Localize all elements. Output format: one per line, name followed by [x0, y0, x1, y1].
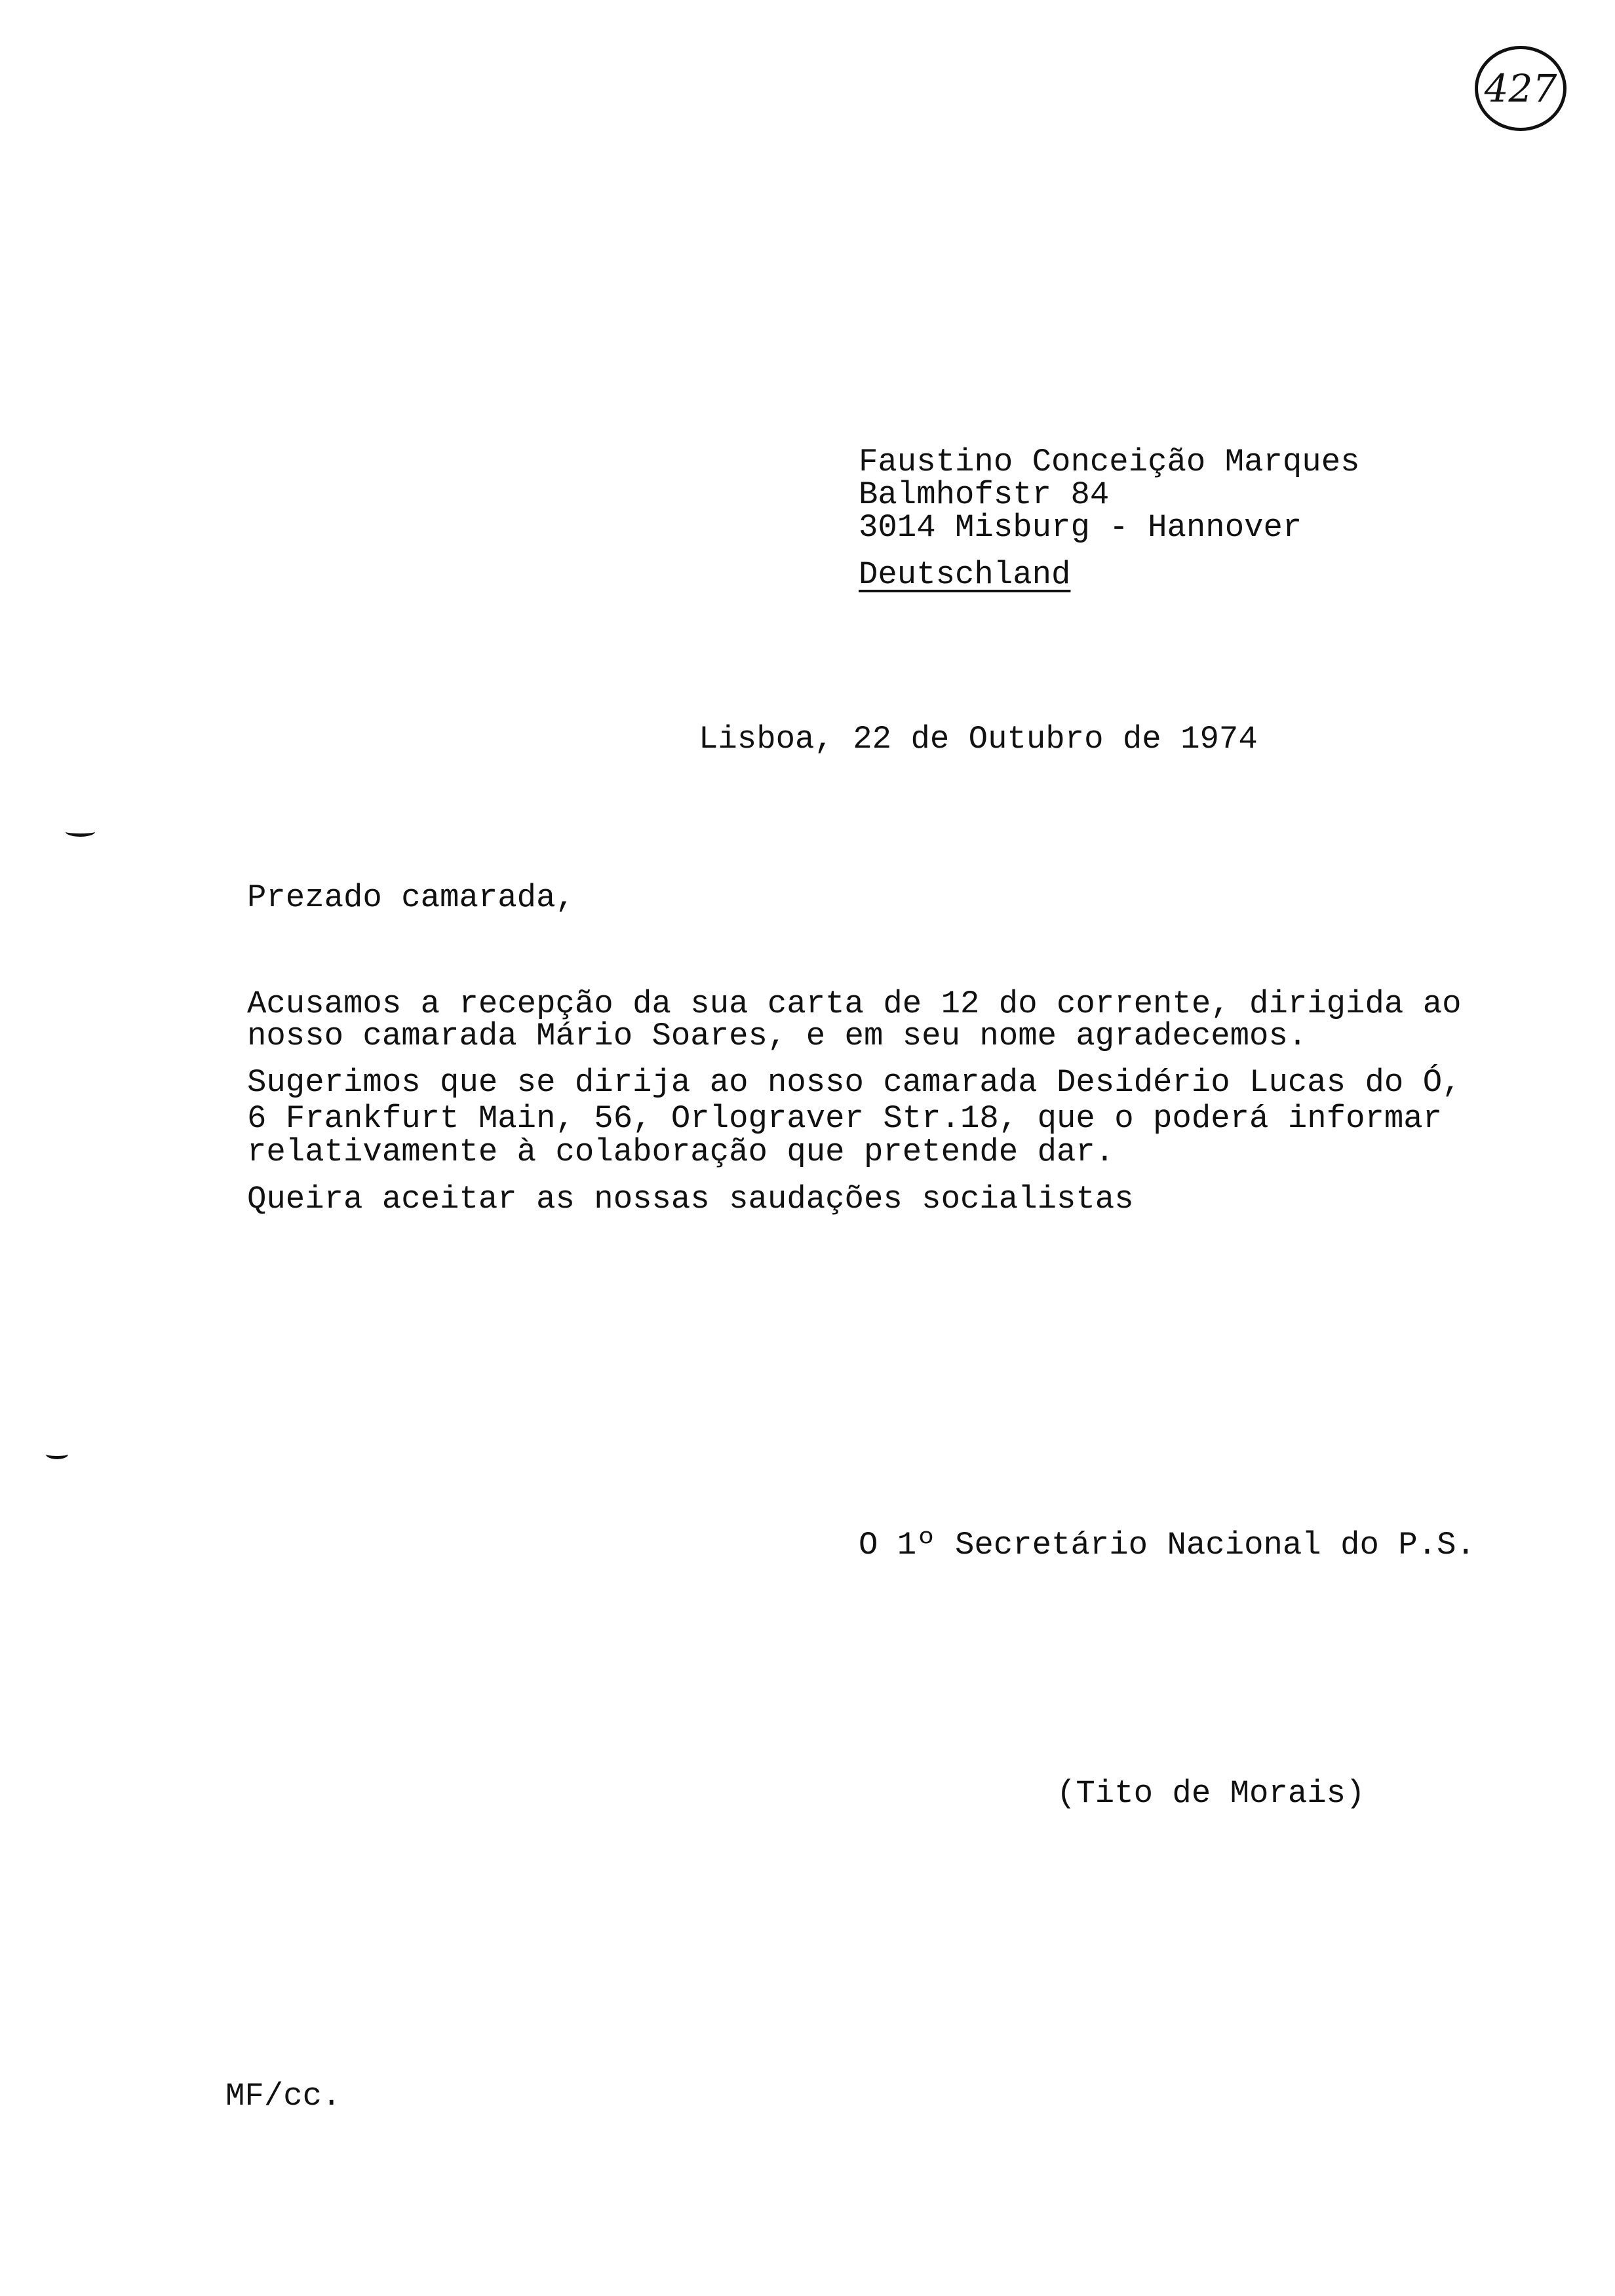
recipient-city: 3014 Misburg - Hannover [859, 509, 1302, 546]
signature-name: (Tito de Morais) [1057, 1775, 1365, 1812]
recipient-name: Faustino Conceição Marques [859, 444, 1360, 480]
punch-mark [46, 1449, 68, 1459]
signature-title: O 1º Secretário Nacional do P.S. [859, 1527, 1475, 1563]
salutation: Prezado camarada, [247, 879, 575, 916]
body-line: Queira aceitar as nossas saudações socialistas [247, 1181, 1134, 1217]
body-line: relativamente à colaboração que pretende dar. [247, 1134, 1115, 1170]
recipient-street: Balmhofstr 84 [859, 476, 1110, 513]
reference-initials: MF/cc. [225, 2078, 341, 2114]
body-line: 6 Frankfurt Main, 56, Orlograver Str.18, que o poderá informar [247, 1100, 1443, 1137]
body-line: Acusamos a recepção da sua carta de 12 do corrente, dirigida ao [247, 985, 1462, 1022]
recipient-country: Deutschland [859, 556, 1071, 593]
body-line: nosso camarada Mário Soares, e em seu nome agradecemos. [247, 1018, 1308, 1054]
page-number-stamp [1475, 46, 1566, 131]
date-line: Lisboa, 22 de Outubro de 1974 [699, 721, 1258, 757]
body-line: Sugerimos que se dirija ao nosso camarada Desidério Lucas do Ó, [247, 1064, 1462, 1101]
punch-mark [66, 827, 95, 837]
page-number: 427 [1484, 66, 1557, 111]
